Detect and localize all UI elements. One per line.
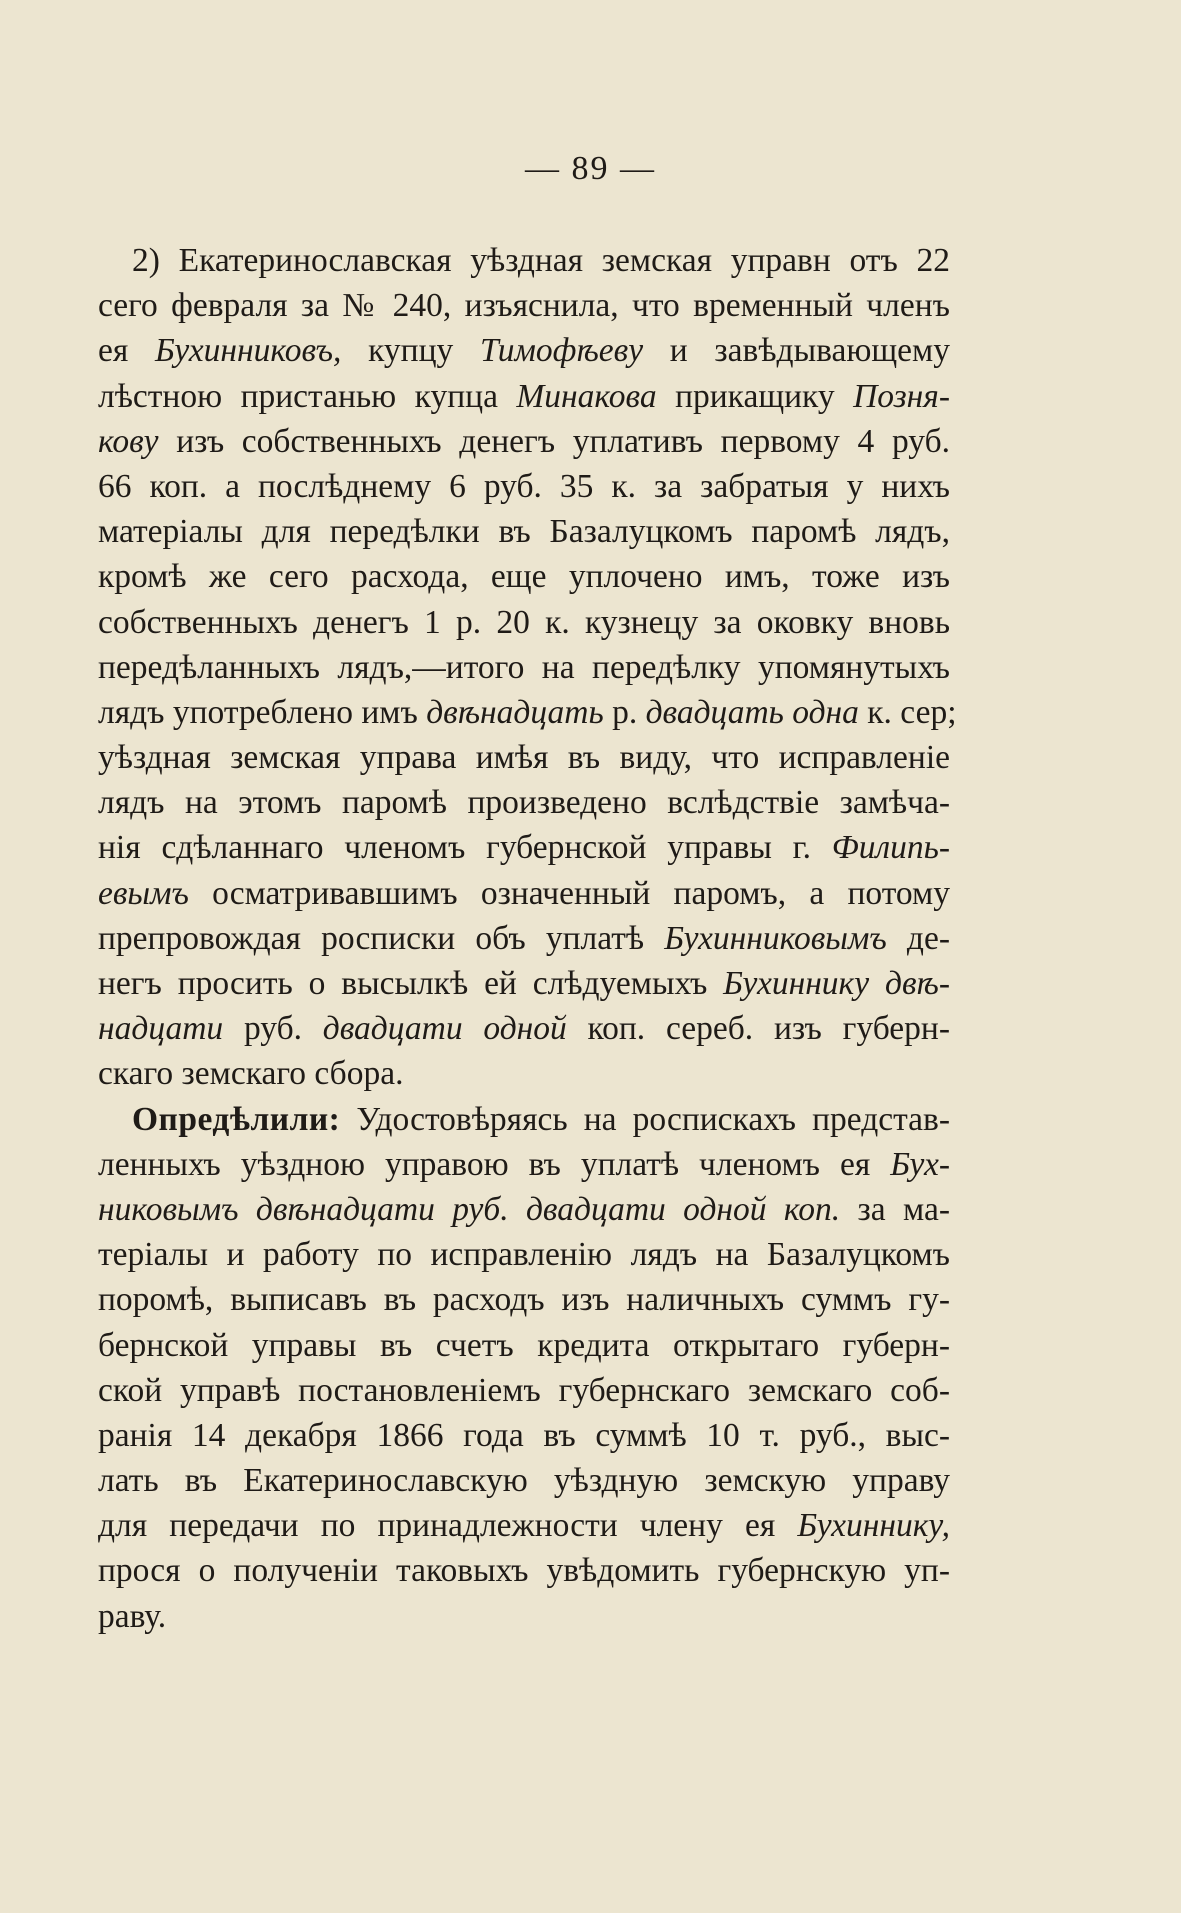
bold-heading: Опредѣлили:: [132, 1100, 341, 1138]
italic-name: Бух-: [890, 1145, 950, 1183]
text-segment: руб.: [223, 1010, 323, 1048]
text-line: [98, 916, 950, 961]
text-line: [98, 1097, 950, 1142]
italic-name: двѣнадцать: [426, 693, 604, 731]
text-segment: препровождая росписки объ уплатѣ: [98, 919, 665, 957]
text-segment: лѣстною пристанью купца: [98, 377, 517, 415]
text-segment: ранія 14 декабря 1866 года въ суммѣ 10 т. руб., выс-: [98, 1416, 950, 1454]
italic-name: кову: [98, 422, 159, 460]
text-line: [98, 1413, 950, 1458]
page-number: — 89 —: [525, 150, 656, 187]
text-line: [98, 1187, 950, 1232]
text-segment: прося о полученіи таковыхъ увѣдомить губернскую уп-: [98, 1552, 950, 1590]
text-segment: лядъ употреблено имъ: [98, 693, 427, 731]
text-line: [98, 464, 950, 509]
text-line: [98, 1458, 950, 1503]
text-line: [98, 871, 950, 916]
text-line: [98, 374, 950, 419]
text-line: [98, 1548, 950, 1593]
text-segment: изъ собственныхъ денегъ уплативъ первому 4 руб.: [158, 422, 950, 460]
text-line: [98, 645, 950, 690]
text-segment: негъ просить о высылкѣ ей слѣдуемыхъ: [98, 965, 724, 1002]
text-line: [98, 238, 950, 283]
text-segment: передѣланныхъ лядъ,—итого на передѣлку упомянутыхъ: [98, 648, 950, 686]
text-segment: матеріалы для передѣлки въ Базалуцкомъ паромѣ лядъ,: [98, 513, 950, 551]
italic-name: Бухиннику,: [797, 1507, 950, 1545]
text-segment: за ма-: [840, 1190, 950, 1228]
text-line: [98, 1323, 950, 1368]
italic-name: Бухинниковымъ: [664, 919, 887, 957]
text-line: [98, 1142, 950, 1187]
italic-name: надцати: [98, 1010, 224, 1048]
text-line: [98, 328, 950, 373]
text-line: [98, 1503, 950, 1548]
text-segment: и завѣдывающему: [643, 332, 950, 370]
text-segment: поромѣ, выписавъ въ расходъ изъ наличныхъ суммъ гу-: [98, 1281, 950, 1319]
text-segment: купцу: [341, 332, 480, 370]
text-segment: уѣздная земская управа имѣя въ виду, что исправленіе: [98, 739, 950, 777]
italic-name: евымъ: [98, 874, 189, 912]
text-line: [98, 419, 950, 464]
text-segment: нія сдѣланнаго членомъ губернской управы г.: [98, 829, 832, 867]
text-line: [98, 1232, 950, 1277]
text-segment: 2) Екатеринославская уѣздная земская управн отъ 22: [132, 242, 950, 279]
body-text: [98, 238, 957, 1639]
text-segment: осматривавшимъ означенный паромъ, а потому: [188, 874, 950, 912]
italic-name: Филипь-: [831, 829, 950, 867]
text-segment: р.: [603, 693, 646, 731]
text-line: [98, 509, 950, 554]
text-line: [98, 825, 950, 870]
text-segment: лать въ Екатеринославскую уѣздную земскую управу: [98, 1462, 950, 1500]
text-line: [98, 735, 950, 780]
text-line: [98, 1368, 950, 1413]
italic-name: Позня-: [853, 377, 950, 415]
text-segment: Удостовѣряясь на роспискахъ представ-: [340, 1100, 950, 1138]
italic-name: двадцати одной: [322, 1010, 567, 1048]
text-line: [98, 690, 957, 735]
text-segment: 66 коп. а послѣднему 6 руб. 35 к. за забратыя у нихъ: [98, 467, 950, 505]
text-segment: кромѣ же сего расхода, еще уплочено имъ, тоже изъ: [98, 558, 950, 596]
text-segment: бернской управы въ счетъ кредита открытаго губерн-: [98, 1326, 950, 1364]
text-segment: скаго земскаго сбора.: [98, 1055, 404, 1093]
text-line: [98, 1051, 950, 1096]
text-segment: для передачи по принадлежности члену ея: [98, 1507, 798, 1545]
text-segment: прикащику: [656, 377, 854, 415]
text-line: [98, 780, 950, 825]
italic-name: Бухинниковъ,: [154, 332, 342, 370]
text-line: [98, 1277, 950, 1322]
text-line: [98, 1006, 950, 1051]
italic-name: двадцать одна: [645, 693, 859, 731]
text-segment: раву.: [98, 1597, 167, 1635]
italic-name: Тимофѣеву: [479, 332, 644, 370]
italic-name: никовымъ двѣнадцати руб. двадцати одной коп.: [98, 1190, 841, 1228]
text-segment: собственныхъ денегъ 1 р. 20 к. кузнецу за оковку вновь: [98, 603, 950, 641]
text-line: [98, 283, 950, 328]
text-line: [98, 554, 950, 599]
text-segment: ея: [98, 332, 155, 370]
text-line: [98, 961, 950, 1006]
italic-name: Минакова: [516, 377, 657, 415]
text-segment: ленныхъ уѣздною управою въ уплатѣ членомъ ея: [98, 1145, 891, 1183]
text-line: [98, 1594, 950, 1639]
text-segment: ской управѣ постановленіемъ губернскаго земскаго соб-: [98, 1371, 950, 1409]
text-segment: теріалы и работу по исправленію лядъ на Базалуцкомъ: [98, 1236, 950, 1274]
italic-name: Бухиннику двѣ-: [723, 965, 950, 1002]
text-segment: коп. сереб. изъ губерн-: [566, 1010, 950, 1048]
text-line: [98, 600, 950, 645]
text-segment: сего февраля за № 240, изъяснила, что временный членъ: [98, 287, 950, 325]
text-segment: де-: [886, 919, 950, 957]
text-segment: лядъ на этомъ паромѣ произведено вслѣдствіе замѣча-: [98, 784, 950, 822]
text-segment: к. сер;: [858, 693, 957, 731]
